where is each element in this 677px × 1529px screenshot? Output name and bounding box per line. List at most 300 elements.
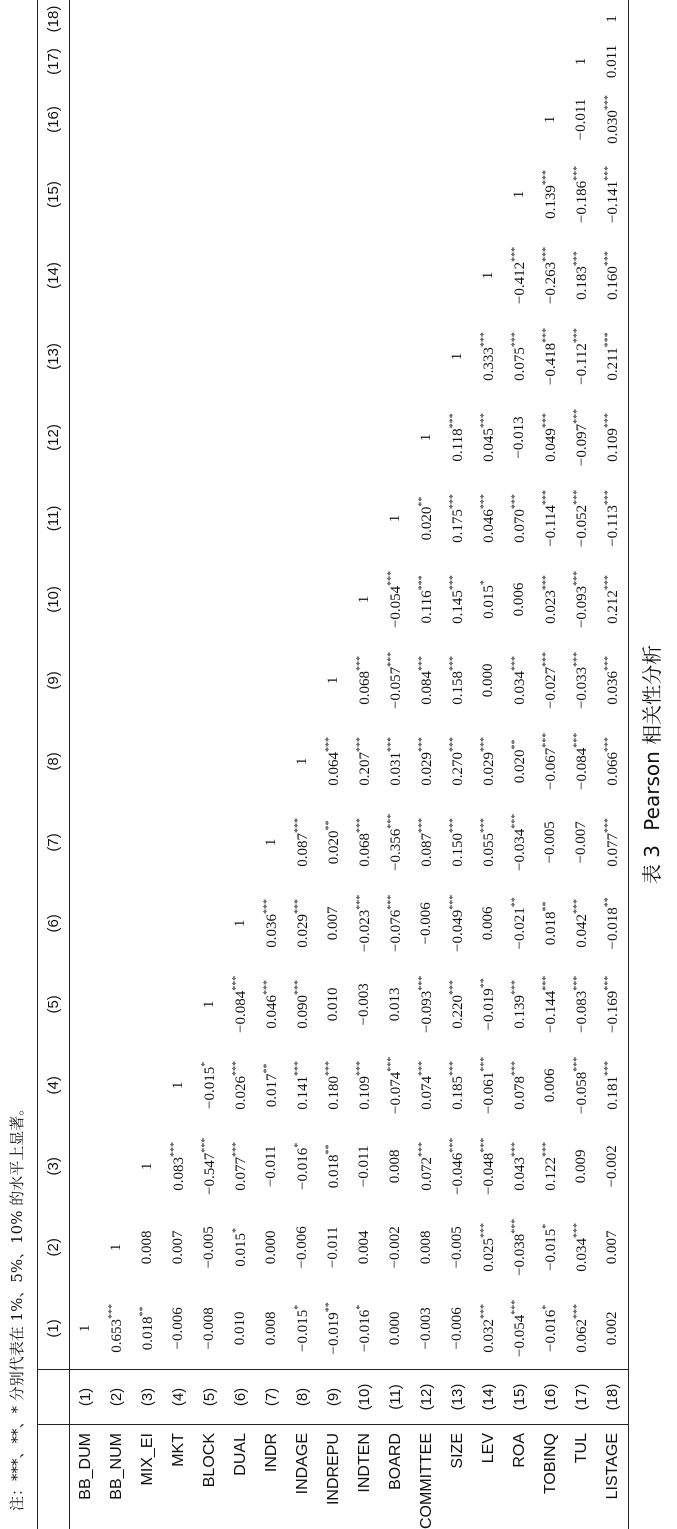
correlation-cell: 1	[108, 1243, 124, 1252]
correlation-table	[37, 0, 629, 1529]
correlation-cell: −0.074***	[386, 1056, 404, 1114]
correlation-cell: 0.139***	[510, 979, 528, 1029]
significance-stars: ***	[479, 1056, 490, 1072]
empty-cell	[163, 397, 194, 478]
variable-name: LEV	[479, 1433, 497, 1464]
correlation-cell: 0.207***	[355, 737, 373, 786]
table-row	[473, 0, 504, 1529]
empty-cell	[225, 85, 256, 154]
table-row	[597, 0, 629, 1529]
correlation-cell: 0.020**	[510, 739, 528, 784]
correlation-cell: −0.011	[325, 1226, 341, 1269]
empty-cell	[380, 38, 411, 85]
significance-stars: ***	[262, 979, 273, 995]
significance-stars: ***	[541, 975, 552, 991]
correlation-cell: 0.025***	[479, 1222, 497, 1272]
empty-cell	[163, 316, 194, 397]
empty-cell	[132, 38, 163, 85]
significance-stars: ***	[541, 490, 552, 506]
table-footnote: 注：***、**、* 分别代表在 1%、5%、10% 的水平上显著。	[8, 1100, 26, 1511]
significance-stars: ***	[355, 656, 366, 672]
correlation-cell: 0.074***	[417, 1060, 435, 1110]
significance-stars: ***	[541, 327, 552, 343]
column-header: (3)	[38, 1126, 70, 1207]
correlation-cell: 0.000	[263, 1230, 279, 1265]
empty-cell	[349, 316, 380, 397]
empty-cell	[194, 883, 225, 964]
correlation-cell: 0.042***	[572, 899, 590, 948]
significance-stars: ***	[355, 818, 366, 834]
correlation-cell: −0.003	[356, 983, 372, 1026]
significance-stars: ***	[355, 1060, 366, 1076]
empty-cell	[132, 316, 163, 397]
empty-cell	[101, 85, 132, 154]
variable-name: MIX_EI	[138, 1433, 156, 1486]
table-row	[256, 0, 287, 1529]
correlation-cell: 0.007	[170, 1230, 186, 1265]
significance-stars: ***	[572, 732, 583, 748]
empty-cell	[411, 0, 442, 38]
empty-cell	[101, 721, 132, 802]
significance-stars: ***	[448, 818, 459, 834]
empty-cell	[411, 235, 442, 316]
empty-cell	[194, 397, 225, 478]
correlation-cell: 0.010	[325, 987, 341, 1022]
column-header: (2)	[38, 1207, 70, 1288]
empty-cell	[256, 640, 287, 721]
correlation-cell: 0.026***	[231, 1060, 249, 1110]
correlation-cell: −0.034***	[510, 813, 528, 871]
significance-stars: ***	[510, 656, 521, 672]
significance-stars: ***	[572, 651, 583, 667]
correlation-cell: −0.113***	[597, 478, 629, 559]
significance-stars: ***	[231, 1141, 242, 1157]
correlation-cell: 1	[356, 595, 372, 604]
empty-cell	[225, 559, 256, 640]
correlation-cell: 0.212***	[597, 559, 629, 640]
variable-index: (3)	[132, 1370, 163, 1425]
significance-stars: **	[417, 496, 428, 507]
correlation-cell: 0.034***	[510, 656, 528, 705]
empty-cell	[101, 1045, 132, 1126]
significance-stars: ***	[479, 1222, 490, 1238]
significance-stars: ***	[572, 1304, 583, 1320]
significance-stars: ***	[479, 737, 490, 753]
significance-stars: ***	[386, 570, 397, 586]
empty-cell	[504, 0, 535, 38]
correlation-cell: 0.030***	[597, 85, 629, 154]
variable-name: BB_NUM	[107, 1433, 125, 1500]
empty-cell	[349, 154, 380, 235]
correlation-cell: −0.003	[411, 1288, 442, 1370]
correlation-cell: 0.180***	[324, 1060, 342, 1110]
variable-index: (13)	[442, 1370, 473, 1425]
empty-cell	[318, 154, 349, 235]
significance-stars: **	[479, 978, 490, 989]
empty-cell	[101, 640, 132, 721]
correlation-cell: 0.011	[597, 38, 629, 85]
empty-cell	[256, 559, 287, 640]
significance-stars: ***	[479, 1137, 490, 1153]
significance-stars: ***	[603, 413, 614, 429]
correlation-cell: 1	[542, 115, 558, 124]
correlation-cell: 0.211***	[597, 316, 629, 397]
empty-cell	[411, 316, 442, 397]
correlation-cell: −0.006	[442, 1288, 473, 1370]
correlation-cell: 1	[480, 271, 496, 280]
variable-index: (10)	[349, 1370, 380, 1425]
correlation-cell: 1	[232, 919, 248, 928]
variable-index: (5)	[194, 1370, 225, 1425]
empty-cell	[163, 640, 194, 721]
correlation-cell: 0.008	[139, 1230, 155, 1265]
significance-stars: ***	[448, 575, 459, 591]
empty-cell	[287, 640, 318, 721]
correlation-cell: 0.002	[597, 1288, 629, 1370]
significance-stars: *	[479, 580, 490, 586]
variable-index: (1)	[70, 1370, 102, 1425]
significance-stars: ***	[355, 894, 366, 910]
empty-cell	[132, 559, 163, 640]
correlation-cell: 0.013	[387, 987, 403, 1022]
correlation-cell: −0.084***	[231, 975, 249, 1033]
empty-cell	[442, 235, 473, 316]
correlation-cell: 1	[597, 0, 629, 38]
empty-cell	[163, 478, 194, 559]
table-row	[70, 0, 102, 1529]
empty-cell	[287, 0, 318, 38]
correlation-cell: 0.015*	[479, 580, 497, 619]
empty-cell	[349, 0, 380, 38]
empty-cell	[194, 38, 225, 85]
empty-cell	[132, 154, 163, 235]
correlation-cell: −0.046***	[448, 1137, 466, 1195]
empty-cell	[132, 235, 163, 316]
significance-stars: ***	[200, 1137, 211, 1153]
empty-cell	[101, 38, 132, 85]
significance-stars: ***	[293, 1060, 304, 1076]
table-row	[225, 0, 256, 1529]
empty-cell	[256, 85, 287, 154]
correlation-cell: −0.058***	[572, 1056, 590, 1114]
significance-stars: ***	[510, 1060, 521, 1076]
empty-cell	[287, 316, 318, 397]
empty-cell	[535, 0, 566, 38]
significance-stars: ***	[417, 1141, 428, 1157]
significance-stars: **	[510, 897, 521, 908]
correlation-cell: 0.068***	[355, 818, 373, 867]
table-row	[504, 0, 535, 1529]
empty-cell	[287, 478, 318, 559]
variable-name: INDTEN	[355, 1433, 373, 1493]
column-header: (10)	[38, 559, 70, 640]
empty-cell	[225, 154, 256, 235]
correlation-cell: 0.018**	[324, 1144, 342, 1189]
correlation-cell: −0.016*	[535, 1288, 566, 1370]
correlation-cell: 1	[449, 352, 465, 361]
empty-cell	[442, 85, 473, 154]
column-header: (4)	[38, 1045, 70, 1126]
significance-stars: ***	[510, 813, 521, 829]
significance-stars: ***	[510, 494, 521, 510]
correlation-cell: −0.002	[597, 1126, 629, 1207]
column-header: (12)	[38, 397, 70, 478]
empty-cell	[194, 235, 225, 316]
correlation-cell: 0.122***	[541, 1141, 559, 1191]
variable-index: (14)	[473, 1370, 504, 1425]
correlation-cell: 0.064***	[324, 737, 342, 786]
correlation-cell: −0.093***	[572, 570, 590, 629]
significance-stars: **	[324, 1302, 335, 1313]
significance-stars: *	[541, 1223, 552, 1229]
table-row	[132, 0, 163, 1529]
significance-stars: ***	[417, 818, 428, 834]
significance-stars: ***	[417, 1060, 428, 1076]
empty-cell	[256, 316, 287, 397]
column-header: (14)	[38, 235, 70, 316]
correlation-cell: 1	[325, 676, 341, 685]
table-row	[442, 0, 473, 1529]
correlation-cell: 0.031***	[386, 737, 404, 786]
significance-stars: ***	[107, 1304, 118, 1320]
significance-stars: *	[200, 1061, 211, 1067]
correlation-cell: 0.029***	[479, 737, 497, 786]
correlation-cell: −0.019**	[479, 978, 497, 1031]
significance-stars: ***	[448, 737, 459, 753]
correlation-cell: 1	[294, 757, 310, 766]
significance-stars: ***	[510, 332, 521, 348]
significance-stars: ***	[448, 979, 459, 995]
correlation-cell: −0.005	[449, 1226, 465, 1269]
correlation-cell: −0.049***	[448, 894, 466, 952]
correlation-cell: 0.018**	[541, 901, 559, 946]
empty-cell	[70, 721, 102, 802]
correlation-cell: −0.141***	[597, 154, 629, 235]
correlation-cell: 0.008	[418, 1230, 434, 1265]
correlation-cell: −0.093***	[417, 975, 435, 1033]
correlation-cell: 0.070***	[510, 494, 528, 543]
correlation-cell: −0.057***	[386, 651, 404, 710]
correlation-cell: 1	[201, 1000, 217, 1009]
empty-cell	[70, 38, 102, 85]
correlation-cell: −0.021**	[510, 897, 528, 950]
empty-cell	[225, 802, 256, 883]
significance-stars: ***	[572, 165, 583, 181]
empty-cell	[194, 154, 225, 235]
column-header: (15)	[38, 154, 70, 235]
significance-stars: ***	[603, 656, 614, 672]
correlation-cell: −0.097***	[572, 408, 590, 467]
significance-stars: ***	[572, 975, 583, 991]
empty-cell	[194, 0, 225, 38]
significance-stars: ***	[448, 894, 459, 910]
correlation-cell: 0.008	[387, 1149, 403, 1184]
empty-cell	[194, 640, 225, 721]
correlation-cell: 1	[70, 1288, 102, 1370]
significance-stars: ***	[572, 489, 583, 505]
variable-index: (18)	[597, 1370, 629, 1425]
correlation-cell: 0.004	[356, 1230, 372, 1265]
correlation-cell: 0.023***	[541, 575, 559, 624]
significance-stars: ***	[293, 818, 304, 834]
correlation-cell: 0.077***	[597, 802, 629, 883]
correlation-cell: 0.160***	[597, 235, 629, 316]
correlation-cell: 0.141***	[293, 1060, 311, 1110]
correlation-cell: −0.418***	[541, 327, 559, 386]
correlation-cell: 0.020**	[417, 496, 435, 541]
correlation-cell: −0.015*	[541, 1223, 559, 1271]
correlation-cell: −0.144***	[541, 975, 559, 1033]
correlation-cell: −0.015*	[200, 1061, 218, 1109]
empty-cell	[132, 883, 163, 964]
correlation-cell: 1	[511, 190, 527, 199]
empty-cell	[194, 802, 225, 883]
correlation-cell: 0.032***	[473, 1288, 504, 1370]
table-row	[163, 0, 194, 1529]
empty-cell	[225, 316, 256, 397]
empty-cell	[163, 85, 194, 154]
significance-stars: ***	[603, 1060, 614, 1076]
correlation-cell: −0.015*	[287, 1288, 318, 1370]
empty-cell	[70, 640, 102, 721]
empty-cell	[70, 1126, 102, 1207]
significance-stars: ***	[510, 1141, 521, 1157]
correlation-cell: 0.116***	[417, 575, 435, 624]
empty-cell	[132, 964, 163, 1045]
significance-stars: **	[324, 1144, 335, 1155]
empty-cell	[256, 38, 287, 85]
correlation-cell: 0.018**	[132, 1288, 163, 1370]
empty-cell	[101, 1126, 132, 1207]
empty-cell	[132, 802, 163, 883]
empty-cell	[256, 721, 287, 802]
significance-stars: ***	[386, 651, 397, 667]
empty-cell	[194, 85, 225, 154]
empty-cell	[380, 154, 411, 235]
correlation-cell: 0.062***	[566, 1288, 597, 1370]
empty-cell	[70, 1207, 102, 1288]
empty-cell	[256, 397, 287, 478]
correlation-cell: −0.048***	[479, 1137, 497, 1195]
correlation-cell: −0.013	[511, 416, 527, 459]
correlation-cell: 0.015*	[231, 1227, 249, 1267]
correlation-cell: 0.006	[480, 906, 496, 941]
header-row	[38, 0, 70, 1529]
empty-cell	[132, 1045, 163, 1126]
column-header: (7)	[38, 802, 70, 883]
correlation-cell: −0.018**	[597, 883, 629, 964]
correlation-cell: −0.006	[294, 1226, 310, 1269]
significance-stars: *	[355, 1304, 366, 1310]
correlation-cell: −0.067***	[541, 732, 559, 791]
correlation-cell: 0.077***	[231, 1141, 249, 1191]
empty-cell	[349, 38, 380, 85]
significance-stars: ***	[324, 1060, 335, 1076]
empty-cell	[101, 802, 132, 883]
significance-stars: **	[603, 897, 614, 908]
significance-stars: **	[510, 739, 521, 750]
empty-cell	[349, 478, 380, 559]
empty-cell	[225, 0, 256, 38]
empty-cell	[442, 154, 473, 235]
correlation-cell: 0.006	[511, 582, 527, 617]
significance-stars: ***	[386, 813, 397, 829]
significance-stars: ***	[603, 332, 614, 348]
column-header: (6)	[38, 883, 70, 964]
empty-cell	[411, 85, 442, 154]
empty-cell	[225, 721, 256, 802]
empty-cell	[318, 235, 349, 316]
empty-cell	[70, 883, 102, 964]
correlation-cell: −0.547***	[200, 1137, 218, 1195]
empty-cell	[318, 316, 349, 397]
correlation-cell: 0.006	[542, 1068, 558, 1103]
correlation-cell: 0.029***	[417, 737, 435, 786]
empty-cell	[504, 38, 535, 85]
correlation-cell: −0.169***	[597, 964, 629, 1045]
significance-stars: ***	[572, 899, 583, 914]
empty-cell	[101, 883, 132, 964]
significance-stars: ***	[479, 494, 490, 510]
significance-stars: ***	[572, 1222, 583, 1238]
correlation-cell: 0.145***	[448, 575, 466, 624]
table-title	[636, 0, 665, 1529]
correlation-cell: 0.010	[225, 1288, 256, 1370]
correlation-cell: 0.109***	[597, 397, 629, 478]
empty-cell	[504, 85, 535, 154]
significance-stars: ***	[231, 975, 242, 991]
significance-stars: *	[293, 1142, 304, 1148]
correlation-cell: −0.011	[356, 1145, 372, 1188]
correlation-cell: 0.000	[480, 663, 496, 698]
correlation-cell: 0.009	[573, 1149, 589, 1184]
variable-name: MKT	[169, 1433, 187, 1467]
significance-stars: ***	[510, 246, 521, 262]
significance-stars: ***	[386, 1056, 397, 1072]
significance-stars: ***	[510, 979, 521, 995]
empty-cell	[163, 38, 194, 85]
correlation-cell: 0.150***	[448, 818, 466, 867]
column-header: (16)	[38, 85, 70, 154]
column-header: (5)	[38, 964, 70, 1045]
significance-stars: ***	[417, 737, 428, 753]
correlation-cell: 0.087***	[417, 818, 435, 867]
significance-stars: ***	[417, 575, 428, 591]
significance-stars: ***	[541, 732, 552, 748]
empty-cell	[535, 38, 566, 85]
variable-index: (12)	[411, 1370, 442, 1425]
empty-cell	[163, 883, 194, 964]
table-row	[194, 0, 225, 1529]
table-row	[380, 0, 411, 1529]
empty-cell	[442, 0, 473, 38]
empty-cell	[101, 316, 132, 397]
empty-cell	[101, 478, 132, 559]
significance-stars: ***	[510, 1218, 521, 1234]
empty-cell	[287, 235, 318, 316]
significance-stars: ***	[324, 737, 335, 753]
empty-cell	[256, 235, 287, 316]
header-blank-name	[38, 1425, 70, 1529]
empty-cell	[287, 397, 318, 478]
correlation-cell: 1	[139, 1162, 155, 1171]
correlation-cell: −0.033***	[572, 651, 590, 710]
empty-cell	[70, 154, 102, 235]
table-row	[101, 0, 132, 1529]
empty-cell	[163, 802, 194, 883]
column-header: (18)	[38, 0, 70, 38]
correlation-cell: −0.019**	[318, 1288, 349, 1370]
